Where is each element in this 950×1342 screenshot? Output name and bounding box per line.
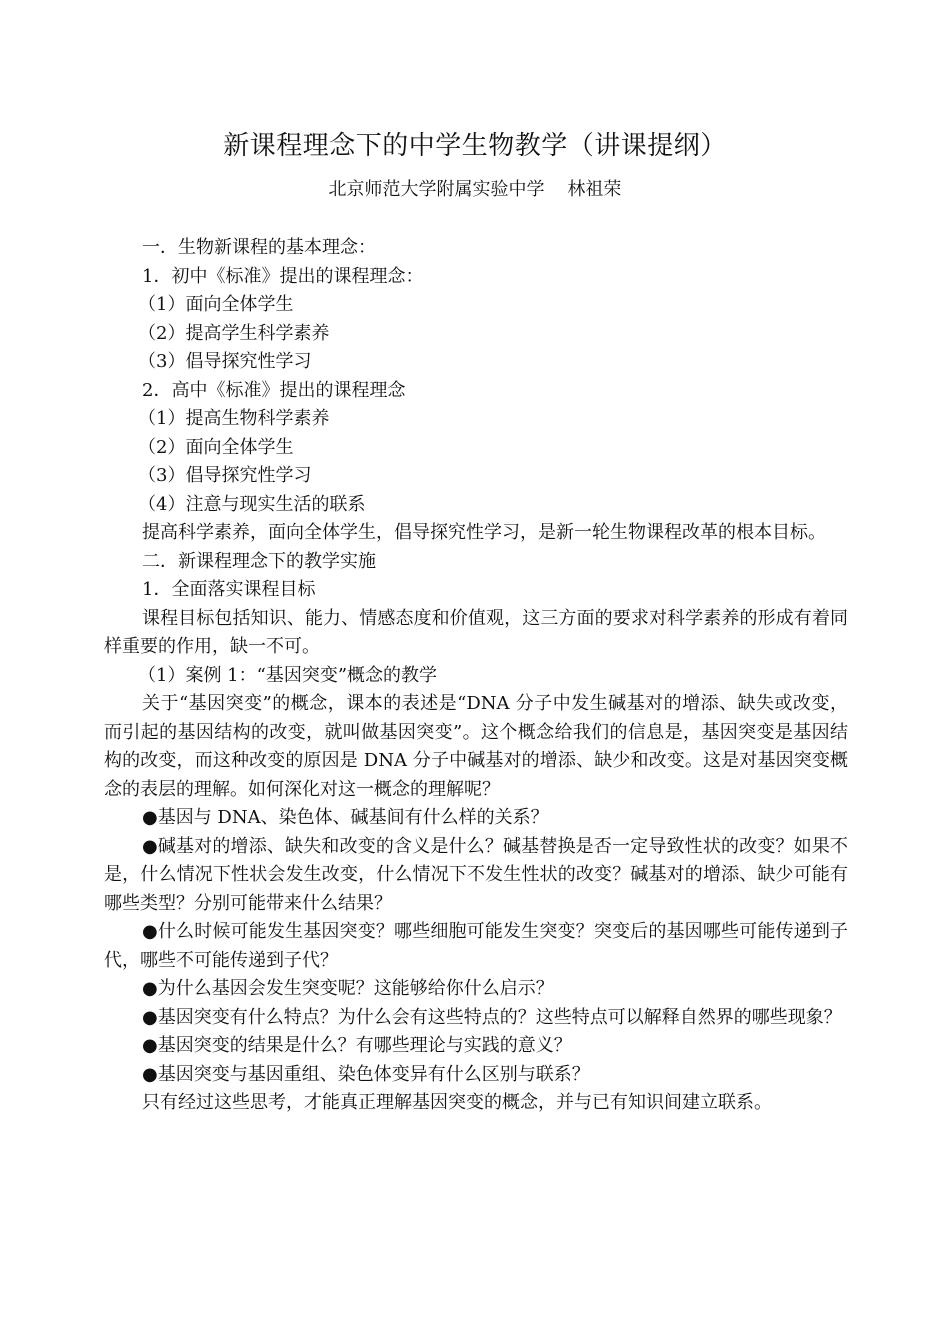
body-paragraph: 关于“基因突变”的概念，课本的表述是“DNA 分子中发生碱基对的增添、缺失或改变，而引起的基因结构的改变，就叫做基因突变”。这个概念给我们的信息是，基因突变是基因结构的改变，而这种改变的原因是 DNA 分子中碱基对的增添、缺少和改变。这是对基因突变概念的表层的理解。如何深化对这一概念的理解呢？ [104,693,848,800]
list-item: （1）面向全体学生 [138,294,294,315]
case-heading: （1）案例 1：“基因突变”概念的教学 [138,664,438,686]
section-heading: 二．新课程理念下的教学实施 [142,550,376,572]
bullet-question: ●碱基对的增添、缺失和改变的含义是什么？碱基替换是否一定导致性状的改变？如果不是，什么情况下性状会发生改变，什么情况下不发生性状的改变？碱基对的增添、缺少可能有哪些类型？分别可能带来什么结果？ [104,835,848,914]
bullet-question: ●基因与 DNA、染色体、碱基间有什么样的关系？ [142,807,549,828]
list-item: （1）提高生物科学素养 [138,408,330,429]
list-item: （4）注意与现实生活的联系 [138,493,366,515]
author-line: 北京师范大学附属实验中学 林祖荣 [328,179,622,200]
subsection-heading: 2．高中《标准》提出的课程理念 [142,379,406,401]
bullet-question: ●基因突变的结果是什么？有哪些理论与实践的意义？ [142,1035,572,1056]
subsection-heading: 1．全面落实课程目标 [142,579,316,600]
bullet-question: ●基因突变与基因重组、染色体变异有什么区别与联系？ [142,1063,590,1085]
list-item: （2）提高学生科学素养 [138,322,330,344]
subsection-heading: 1．初中《标准》提出的课程理念： [142,265,424,287]
list-item: （3）倡导探究性学习 [138,465,312,486]
bullet-question: ●什么时候可能发生基因突变？哪些细胞可能发生突变？突变后的基因哪些可能传递到子代，哪些不可能传递到子代？ [104,921,848,971]
document-body [104,234,848,1118]
bullet-question: ●为什么基因会发生突变呢？这能够给你什么启示？ [142,978,554,999]
document-title: 新课程理念下的中学生物教学（讲课提纲） [223,131,727,161]
section-heading: 一．生物新课程的基本理念： [142,237,376,258]
closing-paragraph: 只有经过这些思考，才能真正理解基因突变的概念，并与已有知识间建立联系。 [142,1092,772,1113]
list-item: （3）倡导探究性学习 [138,351,312,372]
bullet-question: ●基因突变有什么特点？为什么会有这些特点的？这些特点可以解释自然界的哪些现象？ [142,1006,842,1028]
body-paragraph: 提高科学素养，面向全体学生，倡导探究性学习，是新一轮生物课程改革的根本目标。 [142,522,826,543]
list-item: （2）面向全体学生 [138,436,294,458]
body-paragraph: 课程目标包括知识、能力、情感态度和价值观，这三方面的要求对科学素养的形成有着同样重要的作用，缺一不可。 [104,607,848,657]
